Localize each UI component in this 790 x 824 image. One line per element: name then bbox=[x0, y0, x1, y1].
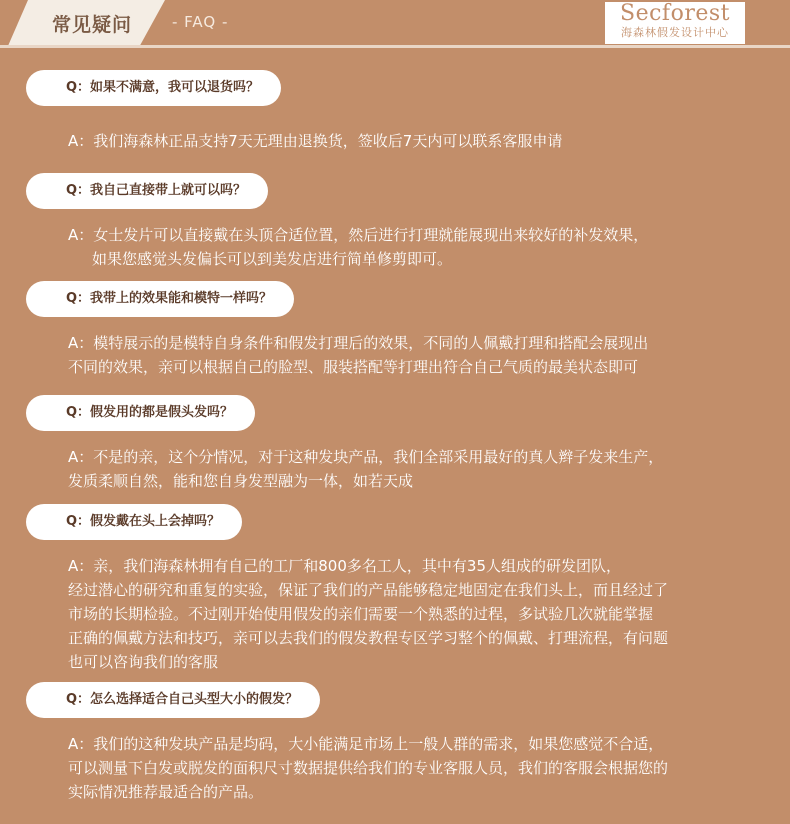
answer-line: 市场的长期检验。不过刚开始使用假发的亲们需要一个熟悉的过程，多试验几次就能掌握 bbox=[68, 605, 654, 623]
faq-question: Q：如果不满意，我可以退货吗？ bbox=[26, 70, 281, 106]
faq-answer bbox=[68, 331, 768, 379]
faq-answer bbox=[68, 445, 768, 493]
faq-question: Q：我带上的效果能和模特一样吗？ bbox=[26, 281, 294, 317]
faq-question: Q：假发用的都是假头发吗？ bbox=[26, 395, 255, 431]
faq-answer bbox=[68, 554, 768, 674]
answer-line: 如果您感觉头发偏长可以到美发店进行简单修剪即可。 bbox=[92, 250, 453, 268]
answer-line: 经过潜心的研究和重复的实验，保证了我们的产品能够稳定地固定在我们头上，而且经过了 bbox=[68, 581, 669, 599]
faq-question: Q：怎么选择适合自己头型大小的假发？ bbox=[26, 682, 320, 718]
answer-line: A：不是的亲，这个分情况，对于这种发块产品，我们全部采用最好的真人辫子发来生产， bbox=[68, 448, 664, 466]
answer-line: A：模特展示的是模特自身条件和假发打理后的效果，不同的人佩戴打理和搭配会展现出 bbox=[68, 334, 649, 352]
brand-logo bbox=[605, 2, 745, 44]
answer-line: 也可以咨询我们的客服 bbox=[68, 653, 219, 671]
answer-line: 发质柔顺自然，能和您自身发型融为一体，如若天成 bbox=[68, 472, 414, 490]
faq-answer bbox=[68, 732, 768, 804]
faq-answer bbox=[68, 129, 768, 153]
page-header bbox=[0, 0, 790, 45]
answer-line: A：我们海森林正品支持7天无理由退换货，签收后7天内可以联系客服申请 bbox=[68, 132, 563, 150]
answer-line: A：女士发片可以直接戴在头顶合适位置，然后进行打理就能展现出来较好的补发效果， bbox=[68, 226, 649, 244]
answer-line: 可以测量下白发或脱发的面积尺寸数据提供给我们的专业客服人员，我们的客服会根据您的 bbox=[68, 759, 669, 777]
answer-line: A：亲，我们海森林拥有自己的工厂和800多名工人，其中有35人组成的研发团队， bbox=[68, 557, 621, 575]
answer-line: A：我们的这种发块产品是均码，大小能满足市场上一般人群的需求，如果您感觉不合适， bbox=[68, 735, 664, 753]
page-subtitle: - FAQ - bbox=[172, 13, 229, 31]
faq-answer bbox=[68, 223, 768, 271]
logo-name: Secforest bbox=[620, 1, 730, 26]
answer-line: 实际情况推荐最适合的产品。 bbox=[68, 783, 264, 801]
faq-question: Q：假发戴在头上会掉吗？ bbox=[26, 504, 242, 540]
header-divider bbox=[0, 45, 790, 48]
answer-line: 不同的效果，亲可以根据自己的脸型、服装搭配等打理出符合自己气质的最美状态即可 bbox=[68, 358, 639, 376]
answer-line: 正确的佩戴方法和技巧，亲可以去我们的假发教程专区学习整个的佩戴、打理流程，有问题 bbox=[68, 629, 669, 647]
page-title: 常见疑问 bbox=[52, 14, 133, 36]
faq-question: Q：我自己直接带上就可以吗？ bbox=[26, 173, 268, 209]
logo-subtitle: 海森林假发设计中心 bbox=[621, 26, 729, 39]
